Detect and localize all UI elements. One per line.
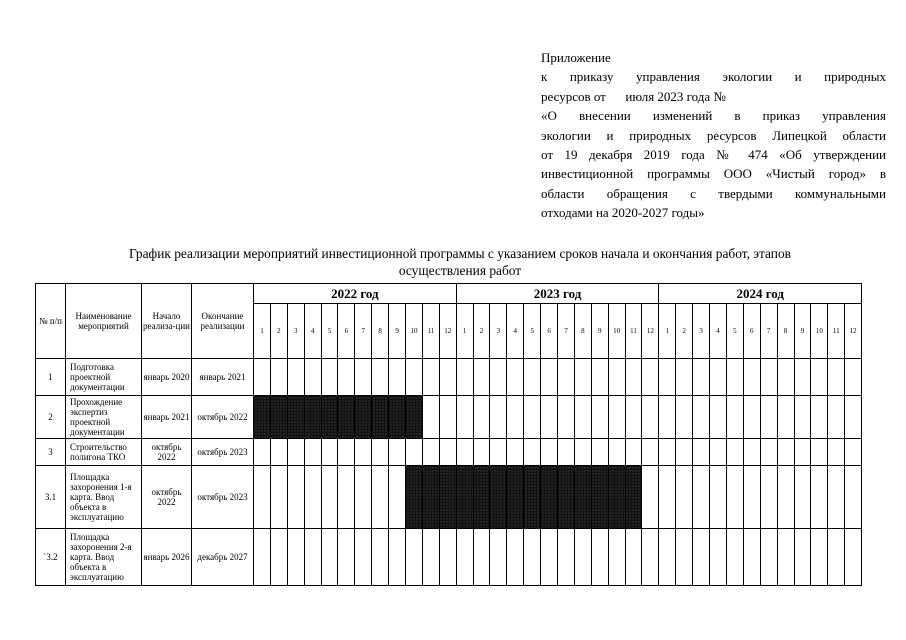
gantt-cell (710, 359, 727, 396)
gantt-cell (726, 439, 743, 466)
gantt-cell (743, 439, 760, 466)
gantt-cell (760, 396, 777, 439)
gantt-cell (321, 466, 338, 529)
appendix-block (541, 48, 886, 223)
gantt-bar-cell (439, 466, 456, 529)
gantt-cell (845, 529, 862, 586)
gantt-cell (642, 359, 659, 396)
gantt-cell (422, 529, 439, 586)
row-end: октябрь 2023 (192, 439, 254, 466)
gantt-cell (524, 396, 541, 439)
header-end: Окончание реализации (192, 284, 254, 359)
gantt-cell (558, 529, 575, 586)
month-header: 5 (524, 304, 541, 359)
gantt-cell (726, 529, 743, 586)
gantt-cell (710, 439, 727, 466)
month-header: 10 (406, 304, 423, 359)
month-header: 8 (777, 304, 794, 359)
gantt-cell (794, 466, 811, 529)
month-header: 1 (456, 304, 473, 359)
gantt-cell (406, 439, 423, 466)
row-name: Строительство полигона ТКО (66, 439, 142, 466)
month-header: 5 (321, 304, 338, 359)
table-row (36, 439, 862, 466)
gantt-cell (777, 466, 794, 529)
gantt-bar-cell (473, 466, 490, 529)
table-row (36, 466, 862, 529)
gantt-cell (625, 529, 642, 586)
gantt-cell (591, 439, 608, 466)
gantt-cell (693, 439, 710, 466)
gantt-bar-cell (490, 466, 507, 529)
gantt-cell (456, 529, 473, 586)
month-header: 3 (490, 304, 507, 359)
gantt-cell (389, 466, 406, 529)
row-start: октябрь 2022 (142, 466, 192, 529)
month-header: 10 (811, 304, 828, 359)
gantt-cell (676, 359, 693, 396)
gantt-cell (422, 359, 439, 396)
gantt-cell (338, 439, 355, 466)
gantt-cell (507, 396, 524, 439)
row-num: 3.1 (36, 466, 66, 529)
appendix-line: ресурсов от июля 2023 года № (541, 88, 726, 104)
gantt-cell (389, 359, 406, 396)
gantt-cell (659, 359, 676, 396)
row-name: Прохождение экспертиз проектной документации (66, 396, 142, 439)
gantt-cell (541, 396, 558, 439)
gantt-cell (355, 359, 372, 396)
gantt-cell (287, 439, 304, 466)
gantt-bar-cell (456, 466, 473, 529)
gantt-cell (591, 396, 608, 439)
table-row (36, 529, 862, 586)
schedule-table (35, 283, 862, 586)
gantt-cell (490, 439, 507, 466)
row-num: 2 (36, 396, 66, 439)
row-start: январь 2021 (142, 396, 192, 439)
gantt-cell (541, 439, 558, 466)
gantt-cell (372, 359, 389, 396)
gantt-cell (338, 466, 355, 529)
gantt-cell (372, 439, 389, 466)
month-header: 12 (845, 304, 862, 359)
gantt-cell (473, 439, 490, 466)
month-header: 4 (507, 304, 524, 359)
table-row (36, 359, 862, 396)
row-end: декабрь 2027 (192, 529, 254, 586)
gantt-cell (321, 439, 338, 466)
gantt-cell (811, 396, 828, 439)
gantt-cell (456, 359, 473, 396)
gantt-bar-cell (406, 466, 423, 529)
gantt-cell (760, 529, 777, 586)
month-header: 12 (642, 304, 659, 359)
gantt-cell (270, 359, 287, 396)
row-end: октябрь 2022 (192, 396, 254, 439)
gantt-cell (743, 466, 760, 529)
gantt-cell (338, 359, 355, 396)
gantt-cell (625, 396, 642, 439)
gantt-bar-cell (422, 466, 439, 529)
gantt-cell (439, 396, 456, 439)
row-start: январь 2026 (142, 529, 192, 586)
gantt-cell (794, 359, 811, 396)
gantt-cell (659, 529, 676, 586)
month-header: 11 (422, 304, 439, 359)
row-num: 1 (36, 359, 66, 396)
gantt-bar-cell (372, 396, 389, 439)
gantt-cell (811, 466, 828, 529)
gantt-cell (574, 396, 591, 439)
row-name: Площадка захоронения 1-я карта. Ввод объекта в эксплуатацию (66, 466, 142, 529)
gantt-cell (845, 439, 862, 466)
gantt-cell (254, 529, 271, 586)
gantt-cell (355, 466, 372, 529)
month-header: 8 (574, 304, 591, 359)
row-name: Подготовка проектной документации (66, 359, 142, 396)
gantt-cell (828, 439, 845, 466)
gantt-cell (541, 359, 558, 396)
gantt-cell (828, 359, 845, 396)
month-header: 2 (473, 304, 490, 359)
gantt-cell (372, 466, 389, 529)
gantt-cell (743, 396, 760, 439)
gantt-bar-cell (304, 396, 321, 439)
month-header: 6 (338, 304, 355, 359)
gantt-cell (490, 396, 507, 439)
gantt-cell (254, 359, 271, 396)
gantt-cell (608, 396, 625, 439)
gantt-cell (828, 396, 845, 439)
month-header: 1 (659, 304, 676, 359)
gantt-cell (760, 466, 777, 529)
gantt-cell (490, 359, 507, 396)
row-start: октябрь 2022 (142, 439, 192, 466)
gantt-cell (254, 466, 271, 529)
gantt-cell (726, 396, 743, 439)
header-num: № п/п (36, 284, 66, 359)
gantt-cell (321, 359, 338, 396)
gantt-cell (676, 439, 693, 466)
gantt-cell (845, 396, 862, 439)
gantt-cell (676, 396, 693, 439)
gantt-cell (659, 466, 676, 529)
gantt-cell (811, 529, 828, 586)
month-header: 11 (625, 304, 642, 359)
gantt-cell (574, 359, 591, 396)
gantt-cell (760, 359, 777, 396)
row-end: январь 2021 (192, 359, 254, 396)
gantt-cell (287, 466, 304, 529)
gantt-bar-cell (389, 396, 406, 439)
schedule-title (80, 245, 840, 279)
table-row (36, 396, 862, 439)
gantt-cell (828, 466, 845, 529)
gantt-bar-cell (591, 466, 608, 529)
month-header: 3 (287, 304, 304, 359)
month-header: 7 (558, 304, 575, 359)
gantt-cell (321, 529, 338, 586)
gantt-cell (710, 529, 727, 586)
gantt-cell (659, 396, 676, 439)
gantt-cell (524, 529, 541, 586)
gantt-cell (828, 529, 845, 586)
gantt-cell (693, 466, 710, 529)
gantt-cell (304, 439, 321, 466)
month-header: 4 (710, 304, 727, 359)
month-header: 2 (676, 304, 693, 359)
month-header: 6 (743, 304, 760, 359)
month-header: 6 (541, 304, 558, 359)
gantt-cell (473, 396, 490, 439)
month-header: 9 (794, 304, 811, 359)
gantt-cell (726, 466, 743, 529)
gantt-cell (558, 439, 575, 466)
gantt-cell (558, 359, 575, 396)
gantt-cell (456, 396, 473, 439)
gantt-cell (693, 396, 710, 439)
gantt-cell (794, 396, 811, 439)
gantt-cell (777, 359, 794, 396)
gantt-cell (608, 529, 625, 586)
month-header: 4 (304, 304, 321, 359)
gantt-cell (642, 466, 659, 529)
month-header: 9 (591, 304, 608, 359)
gantt-bar-cell (608, 466, 625, 529)
header-start: Начало реализа-ции (142, 284, 192, 359)
gantt-cell (625, 439, 642, 466)
gantt-cell (389, 439, 406, 466)
gantt-cell (693, 529, 710, 586)
gantt-bar-cell (406, 396, 423, 439)
gantt-bar-cell (321, 396, 338, 439)
gantt-cell (710, 396, 727, 439)
appendix-line: области обращения с твердыми коммунальными (541, 185, 886, 201)
month-header: 3 (693, 304, 710, 359)
row-start: январь 2020 (142, 359, 192, 396)
gantt-bar-cell (338, 396, 355, 439)
gantt-cell (338, 529, 355, 586)
gantt-cell (254, 439, 271, 466)
gantt-cell (456, 439, 473, 466)
appendix-line: экологии и природных ресурсов Липецкой области (541, 127, 886, 143)
gantt-cell (811, 359, 828, 396)
gantt-bar-cell (524, 466, 541, 529)
gantt-cell (558, 396, 575, 439)
gantt-cell (743, 359, 760, 396)
gantt-cell (625, 359, 642, 396)
gantt-cell (439, 359, 456, 396)
gantt-cell (507, 439, 524, 466)
gantt-bar-cell (558, 466, 575, 529)
gantt-cell (811, 439, 828, 466)
gantt-cell (507, 529, 524, 586)
title-line: осуществления работ (398, 263, 522, 278)
month-header: 2 (270, 304, 287, 359)
gantt-cell (693, 359, 710, 396)
gantt-cell (777, 396, 794, 439)
gantt-cell (642, 396, 659, 439)
gantt-bar-cell (574, 466, 591, 529)
gantt-cell (355, 529, 372, 586)
gantt-cell (608, 439, 625, 466)
gantt-cell (794, 439, 811, 466)
gantt-cell (304, 466, 321, 529)
gantt-cell (406, 359, 423, 396)
gantt-cell (490, 529, 507, 586)
gantt-cell (608, 359, 625, 396)
year-header: 2022 год (254, 284, 457, 304)
appendix-line: отходами на 2020-2027 годы» (541, 205, 705, 221)
gantt-cell (473, 359, 490, 396)
row-name: Площадка захоронения 2-я карта. Ввод объекта в эксплуатацию (66, 529, 142, 586)
gantt-cell (406, 529, 423, 586)
title-line: График реализации мероприятий инвестиционной программы с указанием сроков начала и окончания работ, этапов (129, 246, 791, 261)
gantt-cell (524, 439, 541, 466)
gantt-bar-cell (355, 396, 372, 439)
month-header: 5 (726, 304, 743, 359)
gantt-cell (304, 359, 321, 396)
row-num: 3 (36, 439, 66, 466)
gantt-cell (574, 529, 591, 586)
month-header: 11 (828, 304, 845, 359)
gantt-cell (287, 359, 304, 396)
gantt-cell (574, 439, 591, 466)
gantt-cell (642, 439, 659, 466)
gantt-cell (794, 529, 811, 586)
appendix-line: Приложение (541, 50, 611, 65)
gantt-cell (422, 439, 439, 466)
gantt-cell (591, 359, 608, 396)
appendix-line: «О внесении изменений в приказ управления (541, 108, 886, 124)
gantt-cell (777, 439, 794, 466)
gantt-bar-cell (270, 396, 287, 439)
gantt-cell (287, 529, 304, 586)
gantt-cell (389, 529, 406, 586)
gantt-cell (591, 529, 608, 586)
month-header: 10 (608, 304, 625, 359)
gantt-bar-cell (507, 466, 524, 529)
gantt-cell (642, 529, 659, 586)
gantt-cell (439, 439, 456, 466)
gantt-cell (270, 439, 287, 466)
gantt-cell (777, 529, 794, 586)
row-end: октябрь 2023 (192, 466, 254, 529)
gantt-cell (507, 359, 524, 396)
gantt-cell (422, 396, 439, 439)
appendix-line: от 19 декабря 2019 года № 474 «Об утверждении (541, 147, 886, 163)
gantt-cell (760, 439, 777, 466)
gantt-cell (355, 439, 372, 466)
gantt-cell (524, 359, 541, 396)
gantt-cell (304, 529, 321, 586)
month-header: 7 (355, 304, 372, 359)
gantt-bar-cell (541, 466, 558, 529)
header-name: Наименование мероприятий (66, 284, 142, 359)
gantt-cell (439, 529, 456, 586)
gantt-cell (659, 439, 676, 466)
year-header: 2023 год (456, 284, 659, 304)
row-num: `3.2 (36, 529, 66, 586)
gantt-cell (726, 359, 743, 396)
month-header: 9 (389, 304, 406, 359)
gantt-cell (270, 466, 287, 529)
appendix-line: к приказу управления экологии и природных (541, 69, 886, 85)
month-header: 1 (254, 304, 271, 359)
gantt-bar-cell (625, 466, 642, 529)
gantt-cell (676, 529, 693, 586)
appendix-line: инвестиционной программы ООО «Чистый город» в (541, 166, 886, 182)
gantt-cell (473, 529, 490, 586)
gantt-bar-cell (254, 396, 271, 439)
gantt-cell (372, 529, 389, 586)
gantt-cell (845, 359, 862, 396)
gantt-cell (710, 466, 727, 529)
gantt-cell (845, 466, 862, 529)
year-header: 2024 год (659, 284, 862, 304)
gantt-cell (676, 466, 693, 529)
gantt-cell (743, 529, 760, 586)
gantt-cell (541, 529, 558, 586)
month-header: 12 (439, 304, 456, 359)
gantt-bar-cell (287, 396, 304, 439)
gantt-cell (270, 529, 287, 586)
month-header: 7 (760, 304, 777, 359)
month-header: 8 (372, 304, 389, 359)
